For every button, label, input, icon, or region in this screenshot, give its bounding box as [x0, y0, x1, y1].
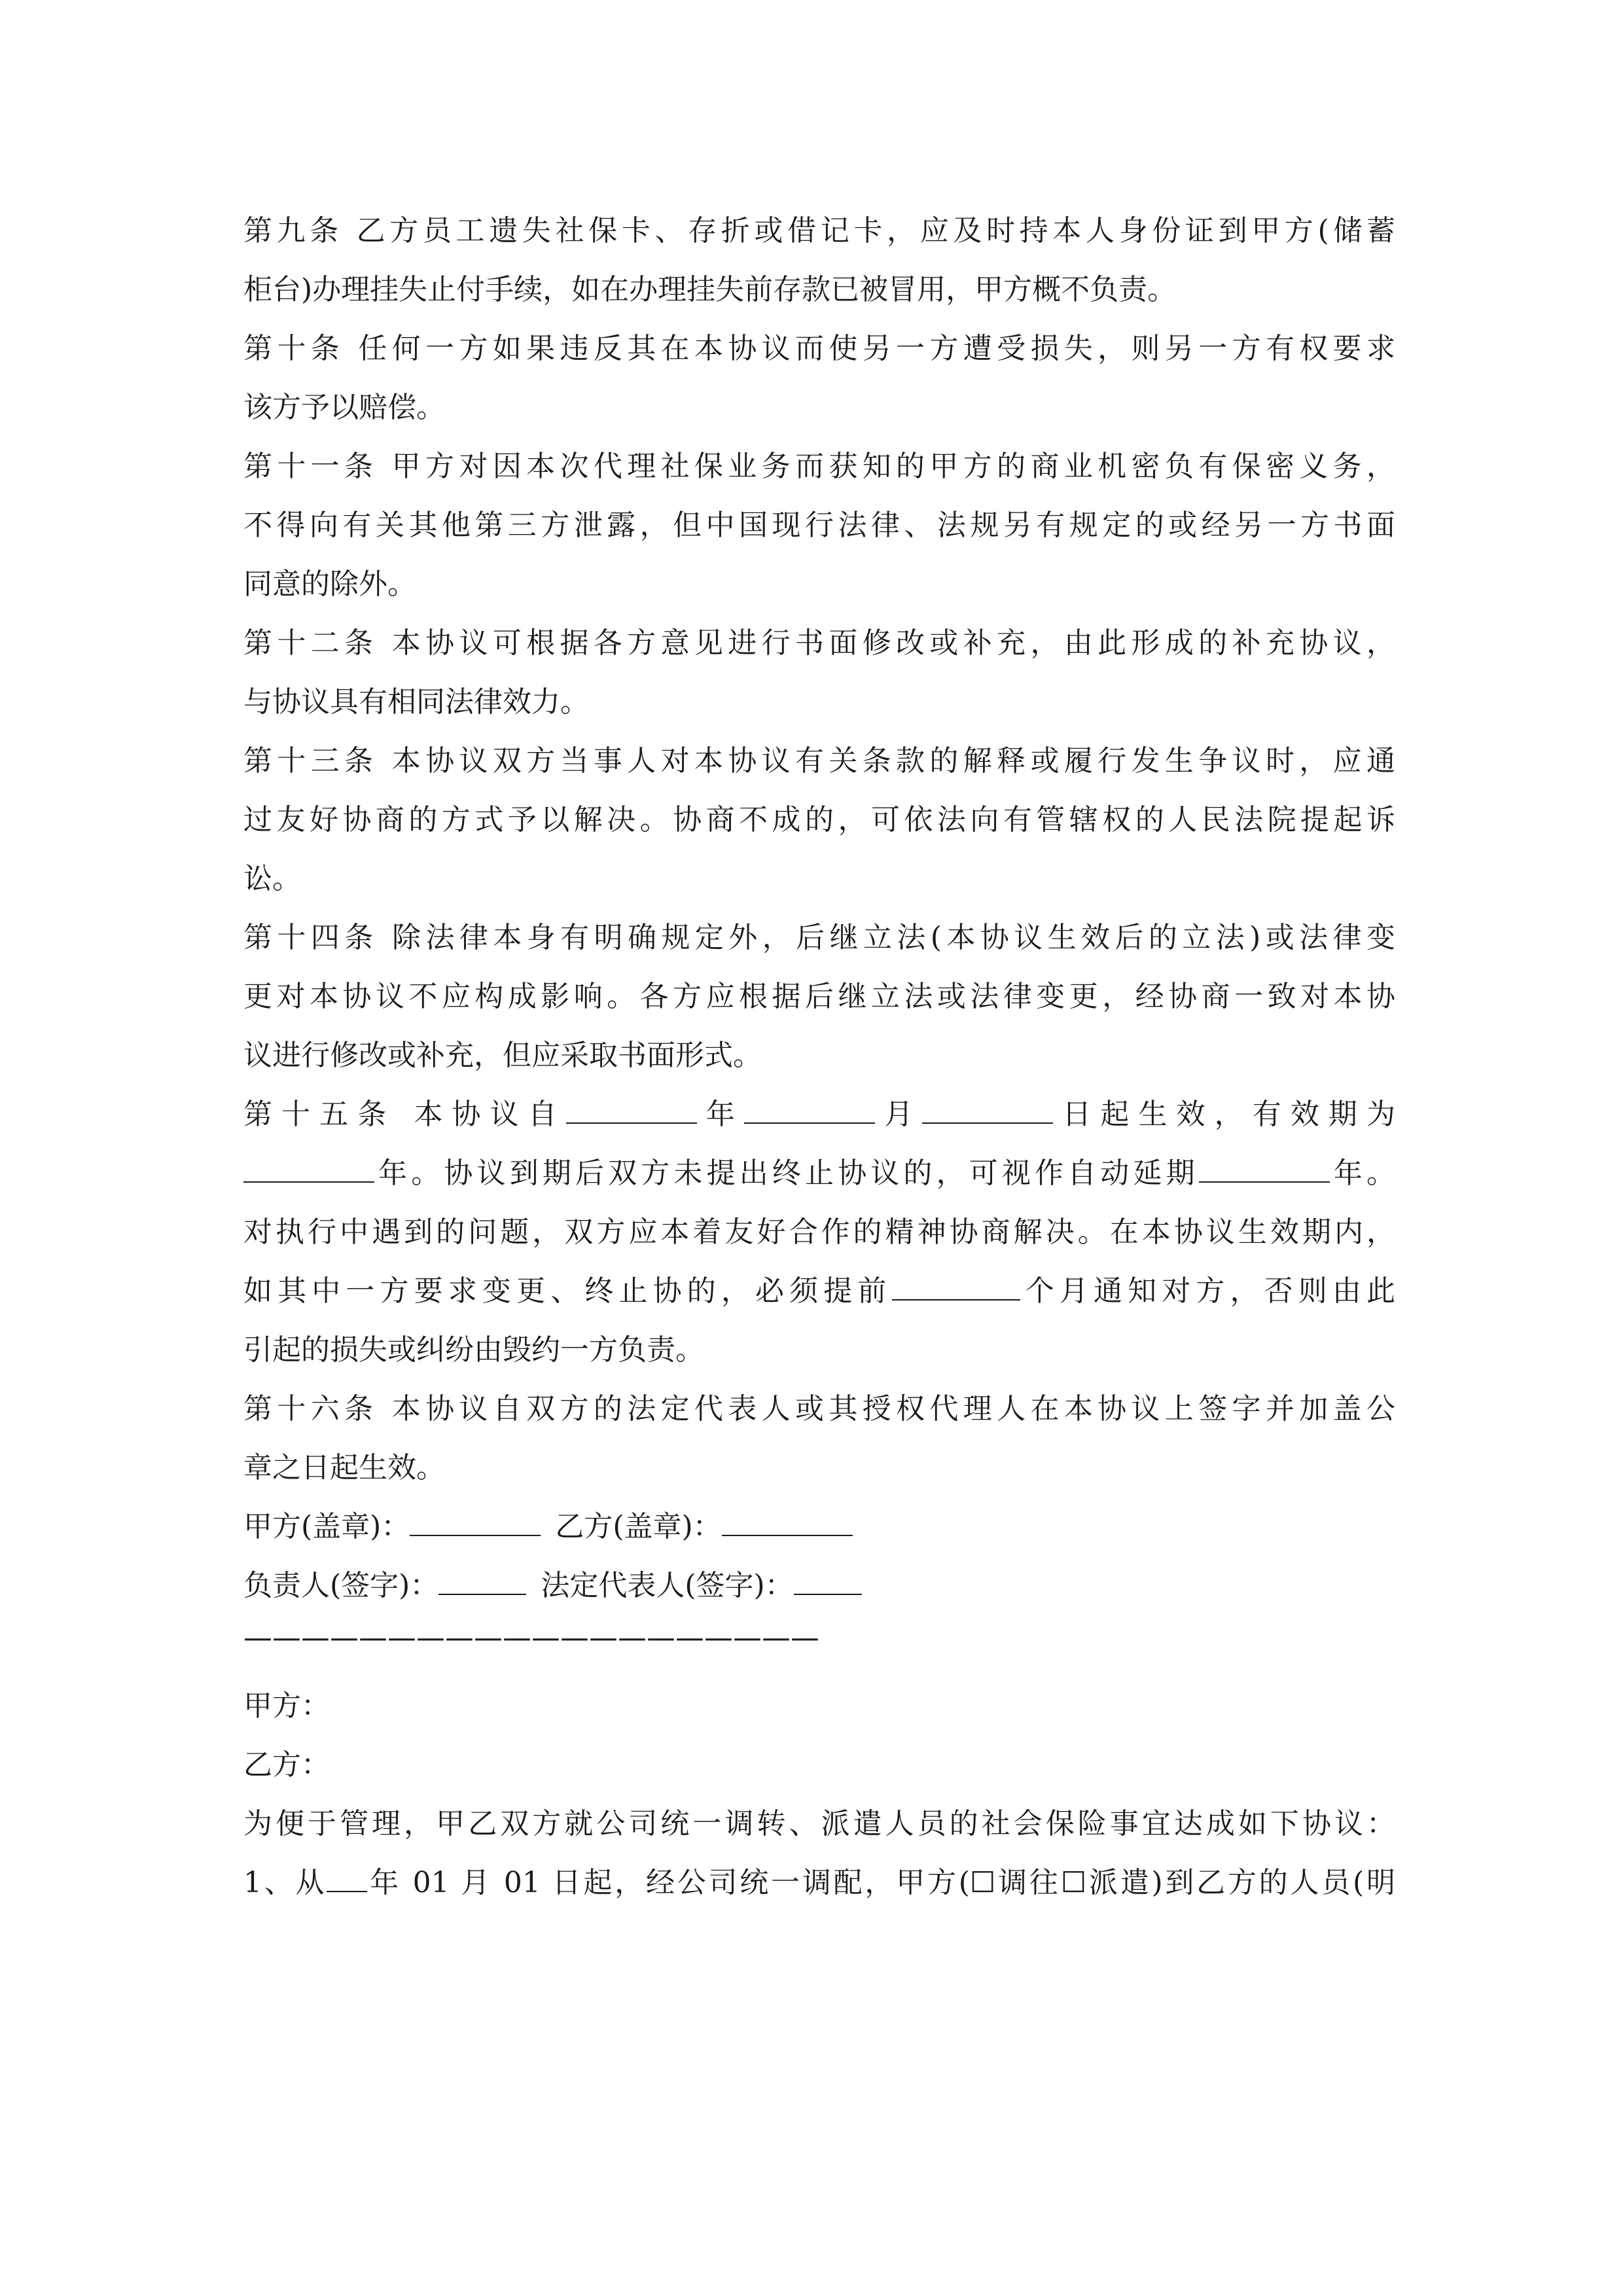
article-11-line-1: 第十一条 甲方对因本次代理社保业务而获知的甲方的商业机密负有保密义务，: [243, 450, 1395, 483]
article-13-line-1: 第十三条 本协议双方当事人对本协议有关条款的解释或履行发生争议时，应通: [243, 744, 1395, 778]
article-13-line-2: 过友好协商的方式予以解决。协商不成的，可依法向有管辖权的人民法院提起诉: [243, 803, 1395, 836]
article-16-line-2: 章之日起生效。: [243, 1451, 445, 1484]
article-12-line-2: 与协议具有相同法律效力。: [243, 685, 589, 719]
article-12-line-1: 第十二条 本协议可根据各方意见进行书面修改或补充，由此形成的补充协议，: [243, 626, 1395, 660]
responsible-signature-blank[interactable]: [438, 1561, 526, 1595]
party-b-seal-blank[interactable]: [722, 1502, 853, 1536]
article-15-extension: 年。: [1329, 1157, 1396, 1190]
article-11-line-3: 同意的除外。: [243, 567, 416, 601]
item-1-text: 年 01 月 01 日起，经公司统一调配，甲方(☐调往☐派遣)到乙方的人员(明: [367, 1866, 1395, 1899]
article-15-line-3: 对执行中遇到的问题，双方应本着友好合作的精神协商解决。在本协议生效期内，: [243, 1215, 1395, 1249]
article-10-line-1: 第十条 任何一方如果违反其在本协议而使另一方遭受损失，则另一方有权要求: [243, 332, 1395, 365]
article-15-line-1: [243, 1085, 1395, 1144]
separator-line: ————————————————————: [243, 1621, 819, 1655]
article-9-line-1: 第九条 乙方员工遗失社保卡、存折或借记卡，应及时持本人身份证到甲方(储蓄: [243, 214, 1395, 247]
party-a-seal-label: 甲方(盖章)：: [243, 1510, 410, 1543]
item-1-year-blank[interactable]: [327, 1858, 367, 1892]
article-15-notice-post: 个月通知对方，否则由此: [1020, 1274, 1396, 1308]
article-15-year: 年: [696, 1098, 744, 1131]
article-11-line-2: 不得向有关其他第三方泄露，但中国现行法律、法规另有规定的或经另一方书面: [243, 509, 1395, 542]
article-15-term: 年。协议到期后双方未提出终止协议的，可视作自动延期: [374, 1157, 1199, 1190]
party-b-label: 乙方：: [243, 1748, 330, 1782]
article-15-day-tail: 日起生效，有效期为: [1053, 1098, 1396, 1131]
legal-rep-label: 法定代表人(签字)：: [541, 1569, 794, 1602]
party-a-seal-blank[interactable]: [410, 1502, 541, 1536]
signature-line: [243, 1556, 1395, 1615]
party-b-seal-label: 乙方(盖章)：: [555, 1510, 722, 1543]
seal-line: [243, 1498, 1395, 1556]
legal-rep-signature-blank[interactable]: [794, 1561, 862, 1595]
article-15-notice-pre: 如其中一方要求变更、终止协的，必须提前: [243, 1274, 892, 1308]
article-15-line-5: 引起的损失或纠纷由毁约一方负责。: [243, 1333, 704, 1367]
item-1-prefix: 1、从: [243, 1866, 327, 1899]
term-years-blank[interactable]: [243, 1149, 374, 1183]
article-10-line-2: 该方予以赔偿。: [243, 391, 445, 424]
article-16-line-1: 第十六条 本协议自双方的法定代表人或其授权代理人在本协议上签字并加盖公: [243, 1392, 1395, 1426]
article-13-line-3: 讼。: [243, 862, 301, 895]
article-14-line-3: 议进行修改或补充，但应采取书面形式。: [243, 1039, 762, 1072]
day-blank[interactable]: [922, 1090, 1053, 1124]
responsible-label: 负责人(签字)：: [243, 1569, 439, 1602]
month-blank[interactable]: [744, 1090, 875, 1124]
document-page: [243, 202, 1395, 1912]
agreement-intro: 为便于管理，甲乙双方就公司统一调转、派遣人员的社会保险事宜达成如下协议：: [243, 1807, 1395, 1840]
article-15-intro: 第十五条 本协议自: [243, 1098, 566, 1131]
extension-years-blank[interactable]: [1199, 1149, 1330, 1183]
year-blank[interactable]: [566, 1090, 697, 1124]
article-14-line-1: 第十四条 除法律本身有明确规定外，后继立法(本协议生效后的立法)或法律变: [243, 921, 1395, 954]
article-9-line-2: 柜台)办理挂失止付手续，如在办理挂失前存款已被冒用，甲方概不负责。: [243, 273, 1177, 306]
article-15-month: 月: [875, 1098, 923, 1131]
item-1-line-1: [243, 1854, 1395, 1912]
notice-months-blank[interactable]: [892, 1266, 1020, 1300]
article-15-line-4: [243, 1262, 1395, 1321]
article-15-line-2: [243, 1144, 1395, 1203]
article-14-line-2: 更对本协议不应构成影响。各方应根据后继立法或法律变更，经协商一致对本协: [243, 980, 1395, 1013]
party-a-label: 甲方：: [243, 1689, 330, 1723]
